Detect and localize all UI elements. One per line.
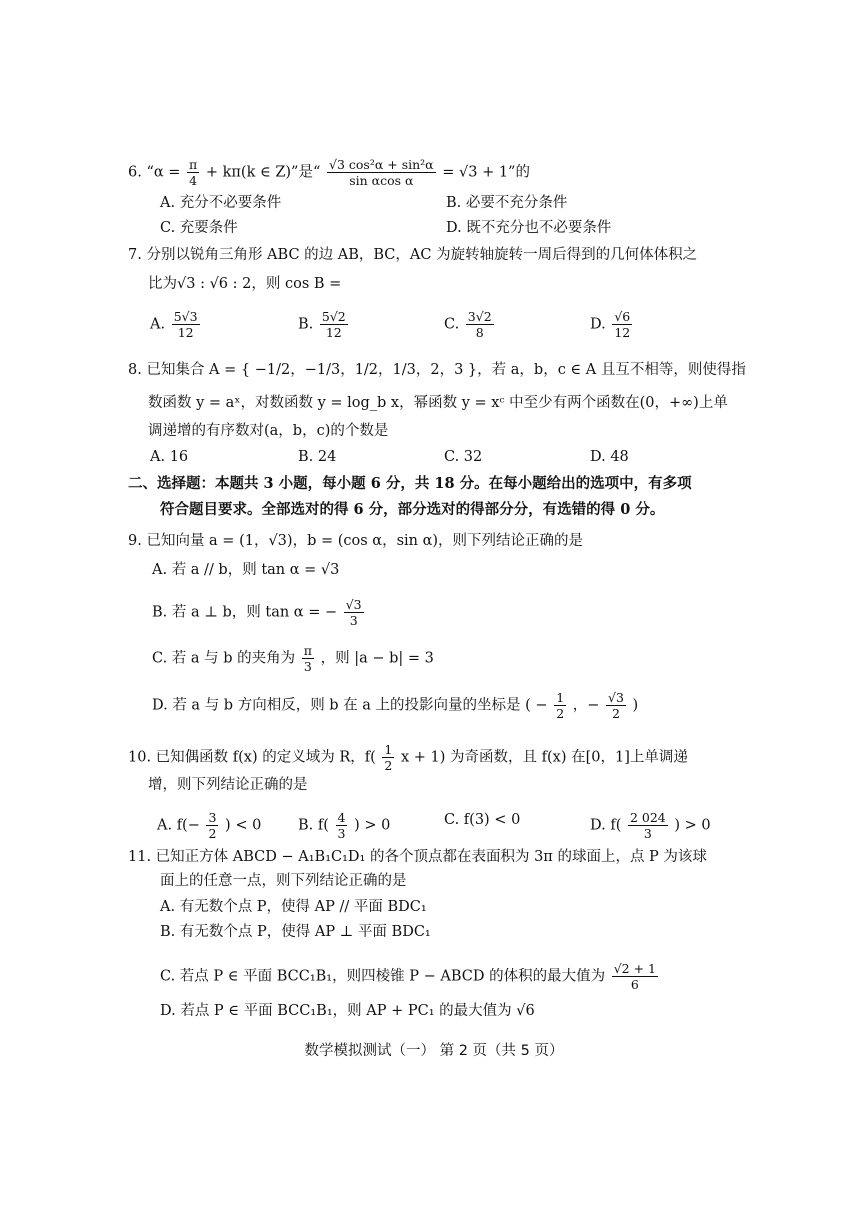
q9-option-d: D. 若 a 与 b 方向相反，则 b 在 a 上的投影向量的坐标是 ( − $\frac{1}{2}$ ，− $\frac{√3}{2}$ )	[152, 690, 639, 721]
q11-stem-line2: 面上的任意一点，则下列结论正确的是	[160, 873, 407, 889]
q9-option-c: C. 若 a 与 b 的夹角为 $\frac{\pi}{3}$ ，则 |a − b| = 3	[152, 643, 434, 674]
q6-option-c: C. 充要条件	[160, 220, 238, 236]
q7-stem-line2: 比为√3 : √6 : 2，则 cos B =	[148, 276, 342, 292]
q7-option-b: B. $\frac{5√2}{12}$	[298, 309, 346, 340]
q9-option-a: A. 若 a // b，则 tan α = √3	[152, 562, 340, 578]
q8-stem-line1: 8. 已知集合 A = { −1/2，−1/3，1/2，1/3，2，3 }，若 a，b，c ∈ A 且互不相等，则使得指	[128, 362, 746, 378]
q9-stem: 9. 已知向量 a = (1，√3)，b = (cos α，sin α)，则下列结论正确的是	[128, 533, 584, 549]
q9-option-b: B. 若 a ⊥ b，则 tan α = − $\frac{√3}{3}$	[152, 597, 362, 628]
q10-option-a: A. f(− $\frac{3}{2}$ ) < 0	[157, 810, 262, 841]
q6-stem: 6. “α = $\frac{\pi}{4}$ + kπ(k ∈ Z)”是“ $\frac{\text{√3 cos²α + sin²α}}{\text{sin αcos α}}$ = √3 + 1”的	[128, 157, 530, 188]
q8-option-d: D. 48	[590, 449, 629, 465]
q10-option-b: B. f( $\frac{4}{3}$ ) > 0	[298, 810, 391, 841]
q6-option-a: A. 充分不必要条件	[160, 195, 282, 211]
section2-heading-line1: 二、选择题：本题共 3 小题，每小题 6 分，共 18 分。在每小题给出的选项中，有多项	[128, 475, 692, 492]
q8-stem-line2: 数函数 y = aˣ，对数函数 y = log_b x，幂函数 y = xᶜ 中至少有两个函数在(0，+∞)上单	[148, 395, 728, 411]
q7-option-c: C. $\frac{3√2}{8}$	[444, 309, 492, 340]
q8-option-a: A. 16	[150, 449, 189, 465]
q10-option-c: C. f(3) < 0	[444, 812, 521, 828]
q8-option-c: C. 32	[444, 449, 483, 465]
q11-option-a: A. 有无数个点 P，使得 AP // 平面 BDC₁	[160, 899, 427, 915]
q11-option-d: D. 若点 P ∈ 平面 BCC₁B₁，则 AP + PC₁ 的最大值为 √6	[160, 1003, 535, 1019]
q7-stem-line1: 7. 分别以锐角三角形 ABC 的边 AB，BC，AC 为旋转轴旋转一周后得到的几何体体积之	[128, 247, 698, 263]
q6-option-b: B. 必要不充分条件	[446, 195, 568, 211]
q6-option-d: D. 既不充分也不必要条件	[446, 220, 612, 236]
q10-option-d: D. f( $\frac{2 024}{3}$ ) > 0	[590, 810, 711, 841]
q10-stem-line2: 增，则下列结论正确的是	[148, 777, 308, 793]
q6-frac-expr: $\frac{\text{√3 cos²α + sin²α}}{\text{sin αcos α}}$	[329, 157, 434, 188]
section2-heading-line2: 符合题目要求。全部选对的得 6 分，部分选对的得部分分，有选错的得 0 分。	[160, 501, 665, 518]
q11-stem-line1: 11. 已知正方体 ABCD − A₁B₁C₁D₁ 的各个顶点都在表面积为 3π 的球面上，点 P 为该球	[128, 849, 707, 865]
q7-option-d: D. $\frac{√6}{12}$	[590, 309, 631, 340]
q10-stem-line1: 10. 已知偶函数 f(x) 的定义域为 R，f( $\frac{1}{2}$ x + 1) 为奇函数，且 f(x) 在[0，1]上单调递	[128, 742, 688, 773]
q6-frac-pi4: $\frac{\pi}{4}$	[189, 157, 198, 188]
q11-option-b: B. 有无数个点 P，使得 AP ⊥ 平面 BDC₁	[160, 924, 431, 940]
q8-stem-line3: 调递增的有序数对(a，b，c)的个数是	[148, 423, 389, 439]
page-footer: 数学模拟测试（一） 第 2 页（共 5 页）	[304, 1043, 564, 1059]
q7-option-a: A. $\frac{5√3}{12}$	[150, 309, 198, 340]
q8-option-b: B. 24	[298, 449, 337, 465]
q11-option-c: C. 若点 P ∈ 平面 BCC₁B₁，则四棱锥 P − ABCD 的体积的最大值为 $\frac{√2 + 1}{6}$	[160, 961, 656, 992]
